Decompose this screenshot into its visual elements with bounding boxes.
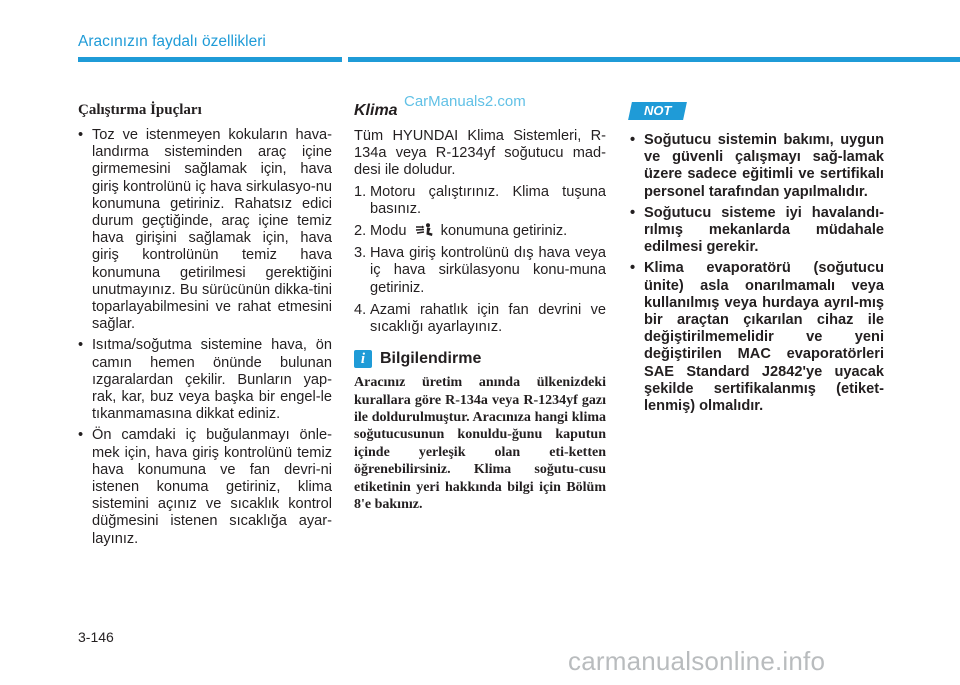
air-conditioning-column xyxy=(354,102,606,513)
step-number: 4. xyxy=(354,301,367,318)
step-text-before: Modu xyxy=(370,223,407,240)
note-column xyxy=(630,102,884,419)
header-rule-right xyxy=(348,57,960,62)
header-rule-left xyxy=(78,57,342,62)
page-number: 3-146 xyxy=(78,629,114,645)
air-conditioning-intro: Tüm HYUNDAI Klima Sistemleri, R-134a veya R-1234yf soğutucu mad-desi ile doludur. xyxy=(354,128,606,179)
information-icon: i xyxy=(354,350,372,368)
section-title: Aracınızın faydalı özellikleri xyxy=(78,33,266,50)
step-text-after: konumuna getiriniz. xyxy=(440,223,568,240)
step-item xyxy=(354,184,606,218)
list-item: • Soğutucu sisteme iyi havalandı-rılmış mekanlarda müdahale edilmesi gerekir. xyxy=(630,205,884,257)
information-title: Bilgilendirme xyxy=(380,350,482,368)
information-body: Aracınız üretim anında ülkenizdeki kurallara göre R-134a veya R-1234yf gazı ile doldurulmuştur. Aracınıza hangi klima soğutucusunun konuldu-ğunu kaputun içinde yerleşik olan eti-ketten öğrenebilirsiniz. Klima soğutu-cusu etiketinin yeri hakkında bilgi için Bölüm 8'e bakınız. xyxy=(354,375,606,513)
note-list xyxy=(630,132,884,415)
operating-tips-list xyxy=(78,127,332,548)
step-item xyxy=(354,302,606,336)
site-watermark[interactable]: carmanualsonline.info xyxy=(568,646,826,676)
note-badge xyxy=(628,102,687,120)
operating-tips-heading: Çalıştırma İpuçları xyxy=(78,102,202,118)
face-vent-mode-icon xyxy=(415,223,435,237)
list-item: • Soğutucu sistemin bakımı, uygun ve güvenli çalışmayı sağ-lamak üzere sadece eğitimli ve sertifikalı personel tarafından yapılmalıdır. xyxy=(630,132,884,201)
list-item: • Isıtma/soğutma sistemine hava, ön camın hemen önünde bulunan ızgaralardan çekilir. Bunların yap-rak, kar, buz veya başka bir engel-le tıkanmamasına dikkat ediniz. xyxy=(78,337,332,423)
list-item: • Ön camdaki iç buğulanmayı önle-mek için, hava giriş kontrolünü temiz hava konumuna ve fan devri-ni istenen konuma getiriniz, klima sistemini açınız ve sıcaklık kontrol düğmesini istenen sıcaklığa ayar-layınız. xyxy=(78,427,332,547)
list-item: • Toz ve istenmeyen kokuların hava-landırma sisteminden araç içine girmemesini sağlamak için, hava giriş kontrolünü iç hava sirkulasyo-nu konumuna getiriniz. Rahatsız edici durum geçtiğinde, araç içine temiz hava girişini sağlamak için, hava giriş kontrolünün temiz hava konumuna getirilmesi gerektiğini unutmayınız. Bu sürücünün dikka-tini toparlayabilmesini ve rahat etmesini sağlar. xyxy=(78,127,332,333)
step-number: 3. xyxy=(354,245,367,262)
step-text: Azami rahatlık için fan devrini ve sıcaklığı ayarlayınız. xyxy=(370,301,606,336)
air-conditioning-steps xyxy=(354,184,606,337)
information-header xyxy=(354,350,606,368)
carmanuals-watermark[interactable]: CarManuals2.com xyxy=(404,93,526,110)
step-text: Hava giriş kontrolünü dış hava veya iç hava sirkülasyonu konu-muna getiriniz. xyxy=(370,245,606,296)
step-number: 1. xyxy=(354,183,367,200)
list-item: • Klima evaporatörü (soğutucu ünite) asla onarılmamalı veya kullanılmış veya hurdaya ayrıl-mış bir araçtan çıkarılan cihaz ile değiştirilmemelidir ve yeni değiştirilen MAC evaporatörleri SAE Standard J2842'ye uyacak şekilde sertifikalanmış (etiket-lenmiş) olmalıdır. xyxy=(630,260,884,415)
step-item xyxy=(354,245,606,297)
note-badge-label: NOT xyxy=(644,103,672,118)
air-conditioning-heading: Klima xyxy=(354,102,398,119)
step-item xyxy=(354,223,606,240)
operating-tips-column xyxy=(78,102,332,552)
step-text: Motoru çalıştırınız. Klima tuşuna basınız. xyxy=(370,183,606,217)
step-number: 2. xyxy=(354,223,367,240)
